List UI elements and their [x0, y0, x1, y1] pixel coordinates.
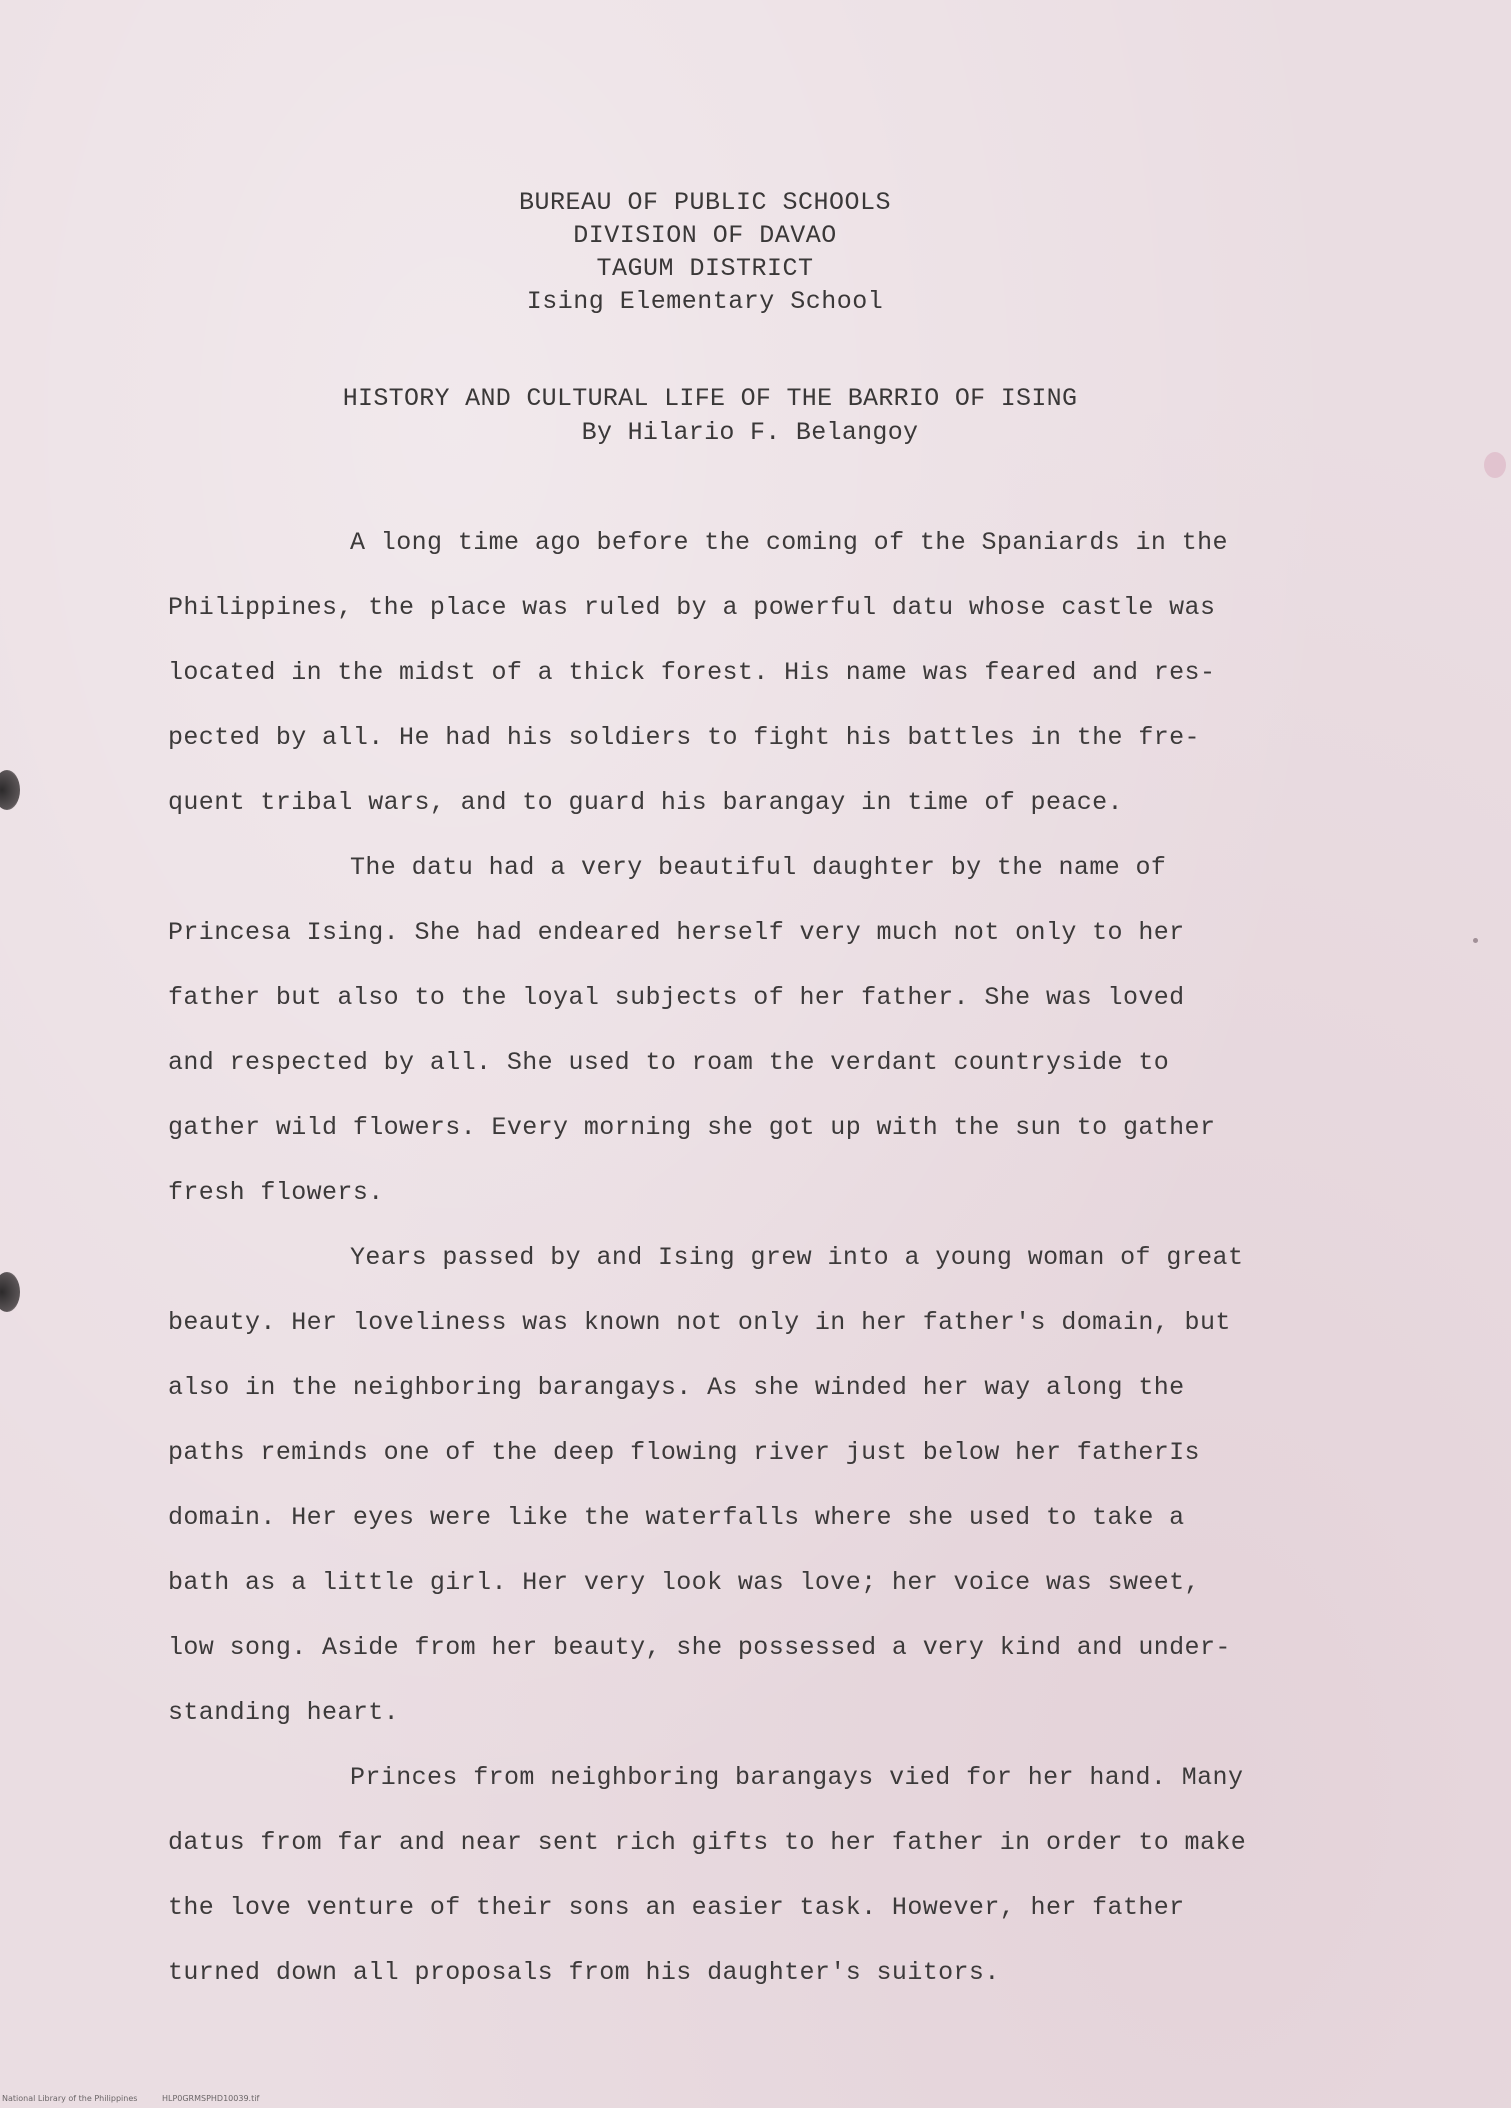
body-line: A long time ago before the coming of the Spaniards in the [350, 528, 1228, 557]
body-line: domain. Her eyes were like the waterfalls where she used to take a [168, 1503, 1185, 1532]
scan-footer [2, 2094, 281, 2103]
footer-filename: HLP0GRMSPHD10039.tif [161, 2094, 260, 2103]
document-header [420, 186, 990, 318]
body-line: the love venture of their sons an easier task. However, her father [168, 1893, 1185, 1922]
header-line-bureau: BUREAU OF PUBLIC SCHOOLS [518, 188, 892, 217]
body-line: standing heart. [168, 1698, 400, 1727]
document-body [168, 510, 1298, 2005]
document-title-block [230, 382, 1190, 450]
body-line: paths reminds one of the deep flowing river just below her fatherIs [168, 1438, 1200, 1467]
body-line: also in the neighboring barangays. As she winded her way along the [168, 1373, 1185, 1402]
body-line: bath as a little girl. Her very look was love; her voice was sweet, [168, 1568, 1200, 1597]
body-line: Princes from neighboring barangays vied for her hand. Many [350, 1763, 1244, 1792]
body-line: gather wild flowers. Every morning she got up with the sun to gather [168, 1113, 1216, 1142]
header-line-school: Ising Elementary School [526, 287, 884, 316]
body-line: The datu had a very beautiful daughter by the name of [350, 853, 1167, 882]
header-line-district: TAGUM DISTRICT [596, 254, 814, 283]
body-line: datus from far and near sent rich gifts to her father in order to make [168, 1828, 1247, 1857]
body-line: fresh flowers. [168, 1178, 384, 1207]
body-line: Philippines, the place was ruled by a powerful datu whose castle was [168, 593, 1216, 622]
paper-speck [1473, 938, 1478, 943]
body-line: located in the midst of a thick forest. His name was feared and res- [168, 658, 1216, 687]
author-byline: By Hilario F. Belangoy [581, 418, 919, 447]
body-line: beauty. Her loveliness was known not only in her father's domain, but [168, 1308, 1231, 1337]
binder-hole [0, 1272, 20, 1312]
body-line: Years passed by and Ising grew into a young woman of great [350, 1243, 1244, 1272]
body-line: pected by all. He had his soldiers to fight his battles in the fre- [168, 723, 1200, 752]
binder-hole [0, 770, 20, 810]
header-line-division: DIVISION OF DAVAO [573, 221, 837, 250]
body-line: father but also to the loyal subjects of her father. She was loved [168, 983, 1185, 1012]
footer-library: National Library of the Philippines [2, 2094, 138, 2103]
body-line: Princesa Ising. She had endeared herself very much not only to her [168, 918, 1185, 947]
body-line: quent tribal wars, and to guard his barangay in time of peace. [168, 788, 1123, 817]
document-title: HISTORY AND CULTURAL LIFE OF THE BARRIO OF ISING [342, 384, 1078, 413]
body-line: turned down all proposals from his daughter's suitors. [168, 1958, 1000, 1987]
body-line: low song. Aside from her beauty, she possessed a very kind and under- [168, 1633, 1231, 1662]
paper-stain [1484, 452, 1506, 478]
body-line: and respected by all. She used to roam the verdant countryside to [168, 1048, 1170, 1077]
